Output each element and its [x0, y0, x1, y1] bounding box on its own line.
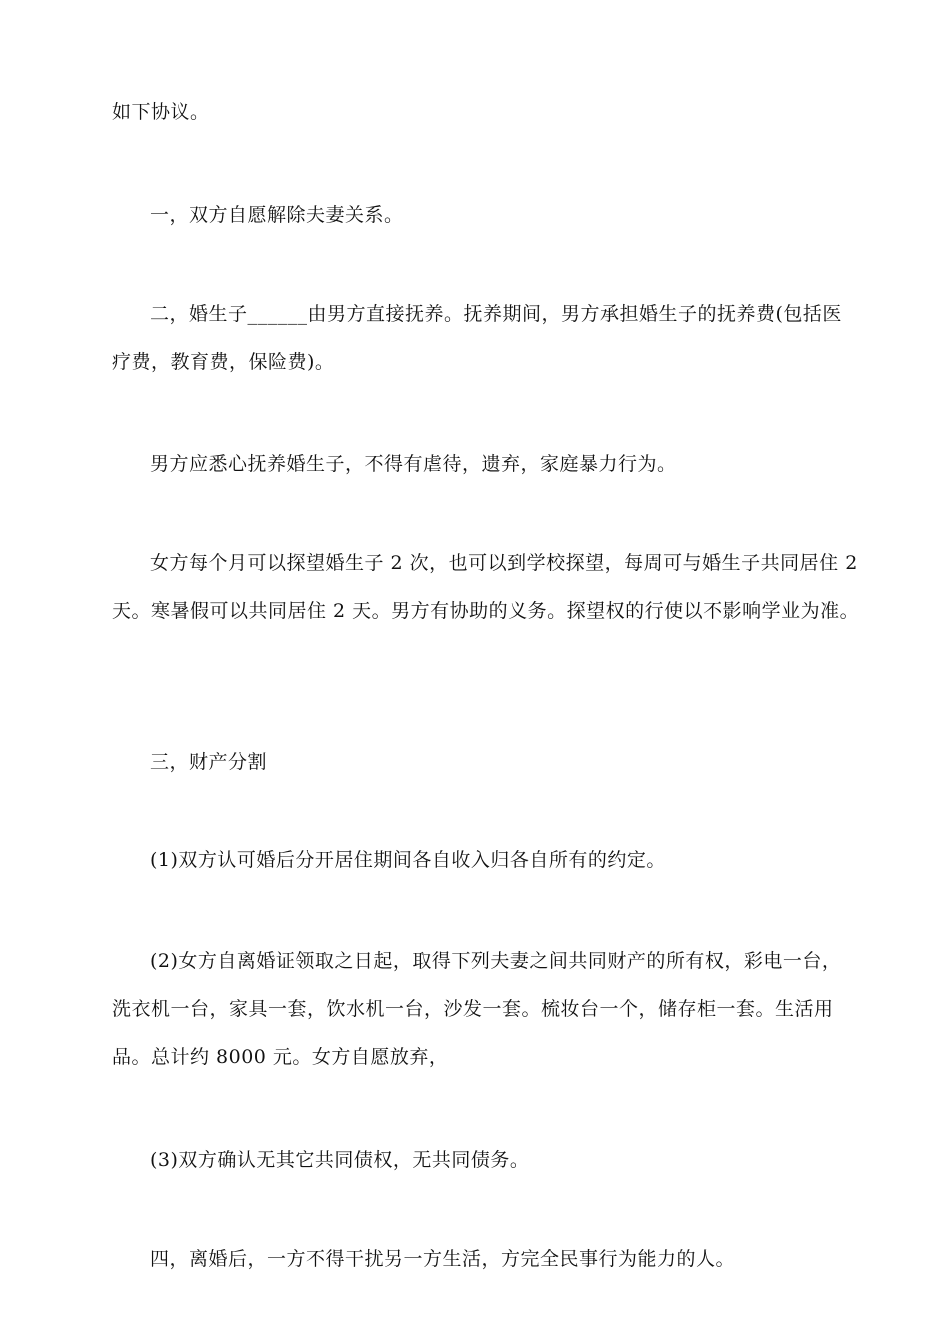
text-line: 天。寒暑假可以共同居住 2 天。男方有协助的义务。探望权的行使以不影响学业为准。 — [112, 600, 860, 622]
text-line: 三，财产分割 — [150, 751, 268, 773]
paragraph-intro-tail — [112, 88, 844, 136]
paragraph-clause-3-3 — [112, 1136, 844, 1184]
text-line: (2)女方自离婚证领取之日起，取得下列夫妻之间共同财产的所有权，彩电一台， — [150, 950, 842, 972]
text-line: 二，婚生子______由男方直接抚养。抚养期间，男方承担婚生子的抚养费(包括医 — [150, 303, 842, 325]
text-line: 洗衣机一台，家具一套，饮水机一台，沙发一套。梳妆台一个，储存柜一套。生活用 — [112, 998, 834, 1020]
text-line: 四，离婚后，一方不得干扰另一方生活，方完全民事行为能力的人。 — [150, 1248, 736, 1270]
text-line: (3)双方确认无其它共同债权，无共同债务。 — [150, 1149, 530, 1171]
paragraph-clause-3-2 — [112, 937, 844, 1081]
paragraph-clause-1 — [112, 191, 844, 239]
paragraph-clause-4 — [112, 1235, 844, 1283]
text-line: 男方应悉心抚养婚生子，不得有虐待，遗弃，家庭暴力行为。 — [150, 453, 677, 475]
text-line: 女方每个月可以探望婚生子 2 次，也可以到学校探望，每周可与婚生子共同居住 2 — [150, 552, 858, 574]
paragraph-clause-2-duty — [112, 440, 844, 488]
text-line: (1)双方认可婚后分开居住期间各自收入归各自所有的约定。 — [150, 849, 666, 871]
text-line: 品。总计约 8000 元。女方自愿放弃， — [112, 1046, 449, 1068]
text-line: 疗费，教育费，保险费)。 — [112, 351, 335, 373]
paragraph-clause-3-1 — [112, 836, 844, 884]
text-line: 一，双方自愿解除夫妻关系。 — [150, 204, 404, 226]
paragraph-clause-2-visit — [112, 539, 860, 635]
text-line: 如下协议。 — [112, 101, 210, 123]
paragraph-clause-2 — [112, 290, 844, 386]
paragraph-clause-3 — [112, 738, 844, 786]
